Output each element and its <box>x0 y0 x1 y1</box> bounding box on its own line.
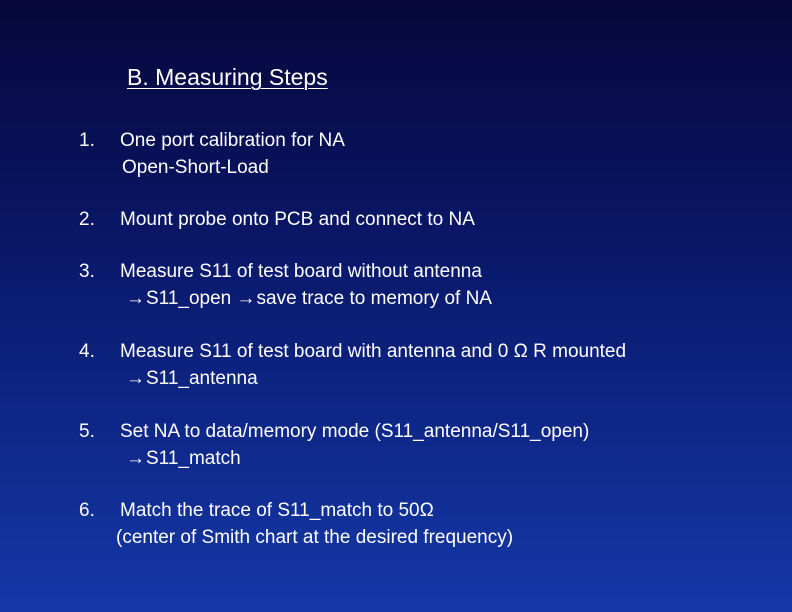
step-subtext: (center of Smith chart at the desired frequency) <box>116 527 514 548</box>
step-text: Mount probe onto PCB and connect to NA <box>120 209 475 230</box>
action-label: save trace to memory of NA <box>256 288 492 309</box>
step-number: 2. <box>79 209 95 230</box>
step-subtext <box>126 286 492 312</box>
step-subtext: Open-Short-Load <box>122 157 269 178</box>
step-text: Match the trace of S11_match to 50Ω <box>120 500 434 521</box>
step-number: 3. <box>79 261 95 282</box>
step-subtext <box>126 366 258 392</box>
step-number: 1. <box>79 130 95 151</box>
right-arrow-icon: → <box>126 448 145 469</box>
right-arrow-icon: → <box>126 288 145 309</box>
step-text: One port calibration for NA <box>120 130 345 151</box>
result-label: S11_antenna <box>146 368 258 389</box>
step-text: Measure S11 of test board with antenna and 0 Ω R mounted <box>120 341 627 362</box>
step-subtext <box>126 446 241 472</box>
step-number: 5. <box>79 421 95 442</box>
step-text: Set NA to data/memory mode (S11_antenna/S11_open) <box>120 421 590 442</box>
right-arrow-icon: → <box>236 288 256 309</box>
step-text: Measure S11 of test board without antenna <box>120 261 482 282</box>
right-arrow-icon: → <box>126 368 145 389</box>
step-number: 6. <box>79 500 95 521</box>
slide-title: B. Measuring Steps <box>127 64 328 90</box>
step-number: 4. <box>79 341 95 362</box>
result-label: S11_match <box>146 448 241 469</box>
result-label: S11_open <box>146 288 232 309</box>
